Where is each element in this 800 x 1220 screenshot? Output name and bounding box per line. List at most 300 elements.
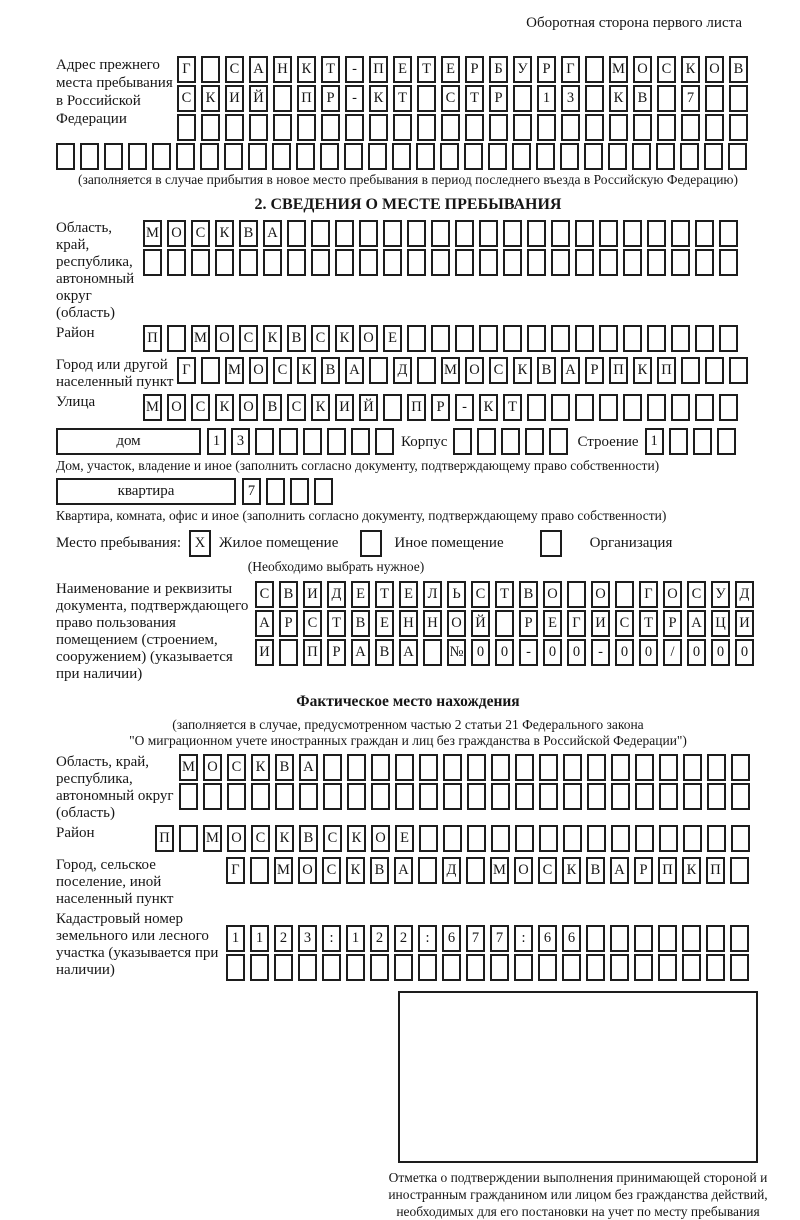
char-cell[interactable] — [143, 249, 162, 276]
char-cell[interactable]: Т — [639, 610, 658, 637]
char-cell[interactable] — [479, 325, 498, 352]
char-cell[interactable] — [203, 783, 222, 810]
char-cell[interactable] — [551, 220, 570, 247]
char-cell[interactable] — [441, 114, 460, 141]
char-cell[interactable] — [669, 428, 688, 455]
char-cell[interactable] — [730, 954, 749, 981]
char-cell[interactable]: О — [167, 394, 186, 421]
char-cell[interactable] — [729, 85, 748, 112]
char-cell[interactable]: 0 — [495, 639, 514, 666]
char-cell[interactable]: - — [345, 56, 364, 83]
char-cell[interactable] — [383, 220, 402, 247]
char-cell[interactable] — [707, 754, 726, 781]
char-cell[interactable]: С — [323, 825, 342, 852]
char-cell[interactable] — [417, 114, 436, 141]
char-cell[interactable]: О — [203, 754, 222, 781]
char-cell[interactable]: Г — [226, 857, 245, 884]
char-cell[interactable] — [417, 85, 436, 112]
char-cell[interactable] — [201, 56, 220, 83]
char-cell[interactable]: К — [609, 85, 628, 112]
char-cell[interactable]: Д — [442, 857, 461, 884]
char-cell[interactable]: В — [586, 857, 605, 884]
char-cell[interactable]: С — [239, 325, 258, 352]
char-cell[interactable] — [503, 220, 522, 247]
char-cell[interactable]: П — [155, 825, 174, 852]
char-cell[interactable] — [297, 114, 316, 141]
char-cell[interactable] — [321, 114, 340, 141]
char-cell[interactable] — [80, 143, 99, 170]
char-cell[interactable]: С — [489, 357, 508, 384]
char-cell[interactable]: М — [143, 220, 162, 247]
char-cell[interactable] — [683, 825, 702, 852]
char-cell[interactable]: К — [562, 857, 581, 884]
char-cell[interactable]: С — [191, 394, 210, 421]
char-cell[interactable] — [647, 249, 666, 276]
char-cell[interactable] — [633, 114, 652, 141]
char-cell[interactable]: О — [239, 394, 258, 421]
char-cell[interactable] — [503, 325, 522, 352]
char-cell[interactable] — [657, 114, 676, 141]
char-cell[interactable]: П — [303, 639, 322, 666]
char-cell[interactable]: И — [335, 394, 354, 421]
char-cell[interactable] — [443, 783, 462, 810]
char-cell[interactable] — [587, 783, 606, 810]
char-cell[interactable]: С — [255, 581, 274, 608]
char-cell[interactable] — [527, 325, 546, 352]
char-cell[interactable]: К — [215, 220, 234, 247]
char-cell[interactable]: А — [249, 56, 268, 83]
char-cell[interactable] — [465, 114, 484, 141]
char-cell[interactable]: Д — [735, 581, 754, 608]
char-cell[interactable]: К — [311, 394, 330, 421]
char-cell[interactable] — [707, 783, 726, 810]
char-cell[interactable]: И — [255, 639, 274, 666]
char-cell[interactable] — [255, 428, 274, 455]
char-cell[interactable] — [717, 428, 736, 455]
char-cell[interactable] — [671, 220, 690, 247]
char-cell[interactable]: М — [441, 357, 460, 384]
char-cell[interactable] — [647, 325, 666, 352]
char-cell[interactable]: К — [215, 394, 234, 421]
char-cell[interactable] — [467, 783, 486, 810]
char-cell[interactable]: Й — [359, 394, 378, 421]
char-cell[interactable]: № — [447, 639, 466, 666]
char-cell[interactable] — [623, 394, 642, 421]
char-cell[interactable]: 6 — [442, 925, 461, 952]
char-cell[interactable] — [273, 85, 292, 112]
char-cell[interactable] — [455, 249, 474, 276]
char-cell[interactable]: В — [537, 357, 556, 384]
char-cell[interactable] — [368, 143, 387, 170]
char-cell[interactable]: Р — [465, 56, 484, 83]
char-cell[interactable]: К — [275, 825, 294, 852]
char-cell[interactable] — [273, 114, 292, 141]
char-cell[interactable] — [416, 143, 435, 170]
char-cell[interactable]: И — [591, 610, 610, 637]
char-cell[interactable]: 7 — [681, 85, 700, 112]
char-cell[interactable]: П — [143, 325, 162, 352]
char-cell[interactable]: А — [255, 610, 274, 637]
char-cell[interactable] — [423, 639, 442, 666]
char-cell[interactable] — [167, 325, 186, 352]
char-cell[interactable]: Г — [561, 56, 580, 83]
char-cell[interactable]: Р — [321, 85, 340, 112]
char-cell[interactable] — [440, 143, 459, 170]
char-cell[interactable] — [346, 954, 365, 981]
char-cell[interactable] — [431, 220, 450, 247]
char-cell[interactable]: К — [513, 357, 532, 384]
char-cell[interactable]: 1 — [250, 925, 269, 952]
char-cell[interactable] — [467, 754, 486, 781]
char-cell[interactable] — [479, 220, 498, 247]
char-cell[interactable]: В — [375, 639, 394, 666]
char-cell[interactable] — [513, 85, 532, 112]
char-cell[interactable] — [443, 825, 462, 852]
char-cell[interactable]: Г — [639, 581, 658, 608]
char-cell[interactable]: Н — [399, 610, 418, 637]
char-cell[interactable] — [537, 114, 556, 141]
char-cell[interactable]: У — [513, 56, 532, 83]
char-cell[interactable] — [359, 249, 378, 276]
char-cell[interactable]: 0 — [639, 639, 658, 666]
char-cell[interactable]: Ц — [711, 610, 730, 637]
char-cell[interactable]: Е — [393, 56, 412, 83]
char-cell[interactable] — [290, 478, 309, 505]
char-cell[interactable]: У — [711, 581, 730, 608]
char-cell[interactable] — [266, 478, 285, 505]
char-cell[interactable] — [538, 954, 557, 981]
char-cell[interactable] — [347, 783, 366, 810]
char-cell[interactable] — [274, 954, 293, 981]
char-cell[interactable] — [296, 143, 315, 170]
char-cell[interactable] — [695, 394, 714, 421]
char-cell[interactable]: Т — [417, 56, 436, 83]
char-cell[interactable]: 0 — [711, 639, 730, 666]
char-cell[interactable]: К — [682, 857, 701, 884]
char-cell[interactable] — [635, 783, 654, 810]
char-cell[interactable]: С — [287, 394, 306, 421]
char-cell[interactable]: Й — [249, 85, 268, 112]
char-cell[interactable] — [514, 954, 533, 981]
char-cell[interactable] — [539, 754, 558, 781]
char-cell[interactable]: : — [322, 925, 341, 952]
char-cell[interactable]: - — [519, 639, 538, 666]
char-cell[interactable] — [167, 249, 186, 276]
char-cell[interactable]: С — [225, 56, 244, 83]
char-cell[interactable] — [671, 249, 690, 276]
char-cell[interactable]: 0 — [543, 639, 562, 666]
char-cell[interactable]: К — [369, 85, 388, 112]
char-cell[interactable] — [599, 394, 618, 421]
char-cell[interactable]: К — [201, 85, 220, 112]
char-cell[interactable] — [681, 357, 700, 384]
char-cell[interactable]: 0 — [735, 639, 754, 666]
char-cell[interactable]: К — [335, 325, 354, 352]
char-cell[interactable] — [731, 783, 750, 810]
char-cell[interactable] — [335, 249, 354, 276]
char-cell[interactable]: Л — [423, 581, 442, 608]
char-cell[interactable]: С — [657, 56, 676, 83]
char-cell[interactable] — [575, 220, 594, 247]
char-cell[interactable] — [490, 954, 509, 981]
char-cell[interactable]: С — [303, 610, 322, 637]
char-cell[interactable] — [431, 249, 450, 276]
char-cell[interactable]: П — [297, 85, 316, 112]
char-cell[interactable]: А — [610, 857, 629, 884]
char-cell[interactable] — [549, 428, 568, 455]
char-cell[interactable] — [608, 143, 627, 170]
char-cell[interactable] — [515, 825, 534, 852]
char-cell[interactable] — [536, 143, 555, 170]
char-cell[interactable]: Т — [465, 85, 484, 112]
char-cell[interactable] — [680, 143, 699, 170]
char-cell[interactable] — [657, 85, 676, 112]
char-cell[interactable] — [551, 249, 570, 276]
char-cell[interactable] — [611, 754, 630, 781]
char-cell[interactable] — [453, 428, 472, 455]
char-cell[interactable]: К — [251, 754, 270, 781]
char-cell[interactable] — [491, 754, 510, 781]
char-cell[interactable]: С — [311, 325, 330, 352]
char-cell[interactable] — [539, 825, 558, 852]
char-cell[interactable] — [682, 925, 701, 952]
char-cell[interactable]: В — [370, 857, 389, 884]
char-cell[interactable] — [177, 114, 196, 141]
char-cell[interactable]: Е — [399, 581, 418, 608]
char-cell[interactable]: О — [447, 610, 466, 637]
char-cell[interactable]: С — [441, 85, 460, 112]
char-cell[interactable] — [200, 143, 219, 170]
char-cell[interactable] — [682, 954, 701, 981]
char-cell[interactable] — [360, 530, 382, 557]
char-cell[interactable]: К — [346, 857, 365, 884]
char-cell[interactable] — [311, 249, 330, 276]
char-cell[interactable]: Г — [567, 610, 586, 637]
char-cell[interactable] — [455, 325, 474, 352]
char-cell[interactable]: 2 — [274, 925, 293, 952]
char-cell[interactable] — [560, 143, 579, 170]
char-cell[interactable] — [659, 825, 678, 852]
char-cell[interactable] — [551, 325, 570, 352]
char-cell[interactable] — [575, 249, 594, 276]
char-cell[interactable] — [152, 143, 171, 170]
char-cell[interactable] — [442, 954, 461, 981]
char-cell[interactable] — [563, 825, 582, 852]
char-cell[interactable] — [322, 954, 341, 981]
char-cell[interactable]: Р — [519, 610, 538, 637]
char-cell[interactable]: К — [297, 357, 316, 384]
char-cell[interactable] — [599, 325, 618, 352]
char-cell[interactable]: Ь — [447, 581, 466, 608]
char-cell[interactable] — [730, 857, 749, 884]
char-cell[interactable] — [251, 783, 270, 810]
char-cell[interactable] — [659, 783, 678, 810]
char-cell[interactable] — [599, 220, 618, 247]
char-cell[interactable] — [706, 925, 725, 952]
char-cell[interactable] — [383, 394, 402, 421]
char-cell[interactable] — [575, 394, 594, 421]
char-cell[interactable]: С — [471, 581, 490, 608]
char-cell[interactable] — [417, 357, 436, 384]
char-cell[interactable]: 0 — [687, 639, 706, 666]
char-cell[interactable] — [279, 639, 298, 666]
char-cell[interactable]: Е — [351, 581, 370, 608]
char-cell[interactable]: О — [663, 581, 682, 608]
char-cell[interactable] — [704, 143, 723, 170]
char-cell[interactable]: Р — [489, 85, 508, 112]
char-cell[interactable] — [287, 220, 306, 247]
char-cell[interactable] — [225, 114, 244, 141]
char-cell[interactable]: Д — [393, 357, 412, 384]
char-cell[interactable] — [719, 394, 738, 421]
char-cell[interactable]: И — [225, 85, 244, 112]
char-cell[interactable] — [610, 954, 629, 981]
char-cell[interactable]: О — [215, 325, 234, 352]
char-cell[interactable]: С — [322, 857, 341, 884]
char-cell[interactable] — [719, 325, 738, 352]
char-cell[interactable]: Г — [177, 56, 196, 83]
char-cell[interactable] — [658, 954, 677, 981]
char-cell[interactable]: С — [615, 610, 634, 637]
char-cell[interactable]: 1 — [537, 85, 556, 112]
char-cell[interactable]: В — [279, 581, 298, 608]
char-cell[interactable]: Р — [327, 639, 346, 666]
char-cell[interactable]: Н — [423, 610, 442, 637]
char-cell[interactable]: С — [191, 220, 210, 247]
char-cell[interactable] — [419, 783, 438, 810]
char-cell[interactable] — [215, 249, 234, 276]
char-cell[interactable] — [611, 825, 630, 852]
char-cell[interactable] — [371, 754, 390, 781]
char-cell[interactable] — [501, 428, 520, 455]
char-cell[interactable]: О — [591, 581, 610, 608]
char-cell[interactable] — [611, 783, 630, 810]
char-cell[interactable] — [567, 581, 586, 608]
char-cell[interactable] — [683, 754, 702, 781]
char-cell[interactable]: Т — [495, 581, 514, 608]
char-cell[interactable] — [299, 783, 318, 810]
char-cell[interactable] — [719, 249, 738, 276]
char-cell[interactable]: О — [633, 56, 652, 83]
char-cell[interactable]: Г — [177, 357, 196, 384]
char-cell[interactable] — [466, 857, 485, 884]
char-cell[interactable]: Н — [273, 56, 292, 83]
char-cell[interactable] — [495, 610, 514, 637]
char-cell[interactable]: Е — [543, 610, 562, 637]
char-cell[interactable] — [226, 954, 245, 981]
char-cell[interactable] — [731, 825, 750, 852]
char-cell[interactable]: П — [407, 394, 426, 421]
char-cell[interactable]: М — [191, 325, 210, 352]
char-cell[interactable] — [395, 783, 414, 810]
char-cell[interactable] — [248, 143, 267, 170]
char-cell[interactable] — [563, 754, 582, 781]
char-cell[interactable] — [634, 954, 653, 981]
char-cell[interactable] — [585, 56, 604, 83]
char-cell[interactable] — [695, 325, 714, 352]
char-cell[interactable] — [394, 954, 413, 981]
char-cell[interactable]: Т — [503, 394, 522, 421]
char-cell[interactable]: Е — [441, 56, 460, 83]
char-cell[interactable] — [615, 581, 634, 608]
char-cell[interactable] — [540, 530, 562, 557]
char-cell[interactable]: Р — [537, 56, 556, 83]
char-cell[interactable] — [351, 428, 370, 455]
char-cell[interactable] — [347, 754, 366, 781]
char-cell[interactable] — [279, 428, 298, 455]
char-cell[interactable]: М — [203, 825, 222, 852]
char-cell[interactable]: О — [359, 325, 378, 352]
char-cell[interactable]: М — [490, 857, 509, 884]
char-cell[interactable] — [383, 249, 402, 276]
char-cell[interactable] — [335, 220, 354, 247]
char-cell[interactable] — [705, 114, 724, 141]
char-cell[interactable]: О — [249, 357, 268, 384]
char-cell[interactable] — [418, 857, 437, 884]
char-cell[interactable]: О — [543, 581, 562, 608]
char-cell[interactable] — [359, 220, 378, 247]
char-cell[interactable] — [671, 325, 690, 352]
char-cell[interactable]: : — [418, 925, 437, 952]
char-cell[interactable]: К — [263, 325, 282, 352]
char-cell[interactable] — [298, 954, 317, 981]
char-cell[interactable]: А — [399, 639, 418, 666]
char-cell[interactable] — [201, 114, 220, 141]
char-cell[interactable] — [647, 220, 666, 247]
char-cell[interactable] — [575, 325, 594, 352]
char-cell[interactable] — [491, 825, 510, 852]
char-cell[interactable] — [539, 783, 558, 810]
char-cell[interactable] — [681, 114, 700, 141]
char-cell[interactable] — [609, 114, 628, 141]
char-cell[interactable] — [635, 754, 654, 781]
char-cell[interactable]: В — [729, 56, 748, 83]
char-cell[interactable]: 1 — [645, 428, 664, 455]
char-cell[interactable]: А — [299, 754, 318, 781]
char-cell[interactable]: С — [227, 754, 246, 781]
char-cell[interactable]: В — [519, 581, 538, 608]
char-cell[interactable]: О — [227, 825, 246, 852]
char-cell[interactable]: К — [297, 56, 316, 83]
char-cell[interactable] — [179, 825, 198, 852]
char-cell[interactable]: М — [143, 394, 162, 421]
char-cell[interactable] — [683, 783, 702, 810]
char-cell[interactable] — [515, 783, 534, 810]
char-cell[interactable] — [224, 143, 243, 170]
char-cell[interactable] — [455, 220, 474, 247]
char-cell[interactable] — [563, 783, 582, 810]
char-cell[interactable]: М — [179, 754, 198, 781]
char-cell[interactable]: А — [263, 220, 282, 247]
char-cell[interactable] — [491, 783, 510, 810]
char-cell[interactable] — [287, 249, 306, 276]
char-cell[interactable] — [503, 249, 522, 276]
char-cell[interactable]: / — [663, 639, 682, 666]
char-cell[interactable] — [407, 249, 426, 276]
char-cell[interactable]: К — [347, 825, 366, 852]
char-cell[interactable]: - — [455, 394, 474, 421]
char-cell[interactable] — [275, 783, 294, 810]
char-cell[interactable]: Т — [375, 581, 394, 608]
char-cell[interactable] — [527, 220, 546, 247]
char-cell[interactable] — [272, 143, 291, 170]
char-cell[interactable] — [407, 220, 426, 247]
char-cell[interactable] — [632, 143, 651, 170]
char-cell[interactable]: Р — [431, 394, 450, 421]
char-cell[interactable] — [250, 954, 269, 981]
char-cell[interactable]: П — [369, 56, 388, 83]
char-cell[interactable]: М — [609, 56, 628, 83]
